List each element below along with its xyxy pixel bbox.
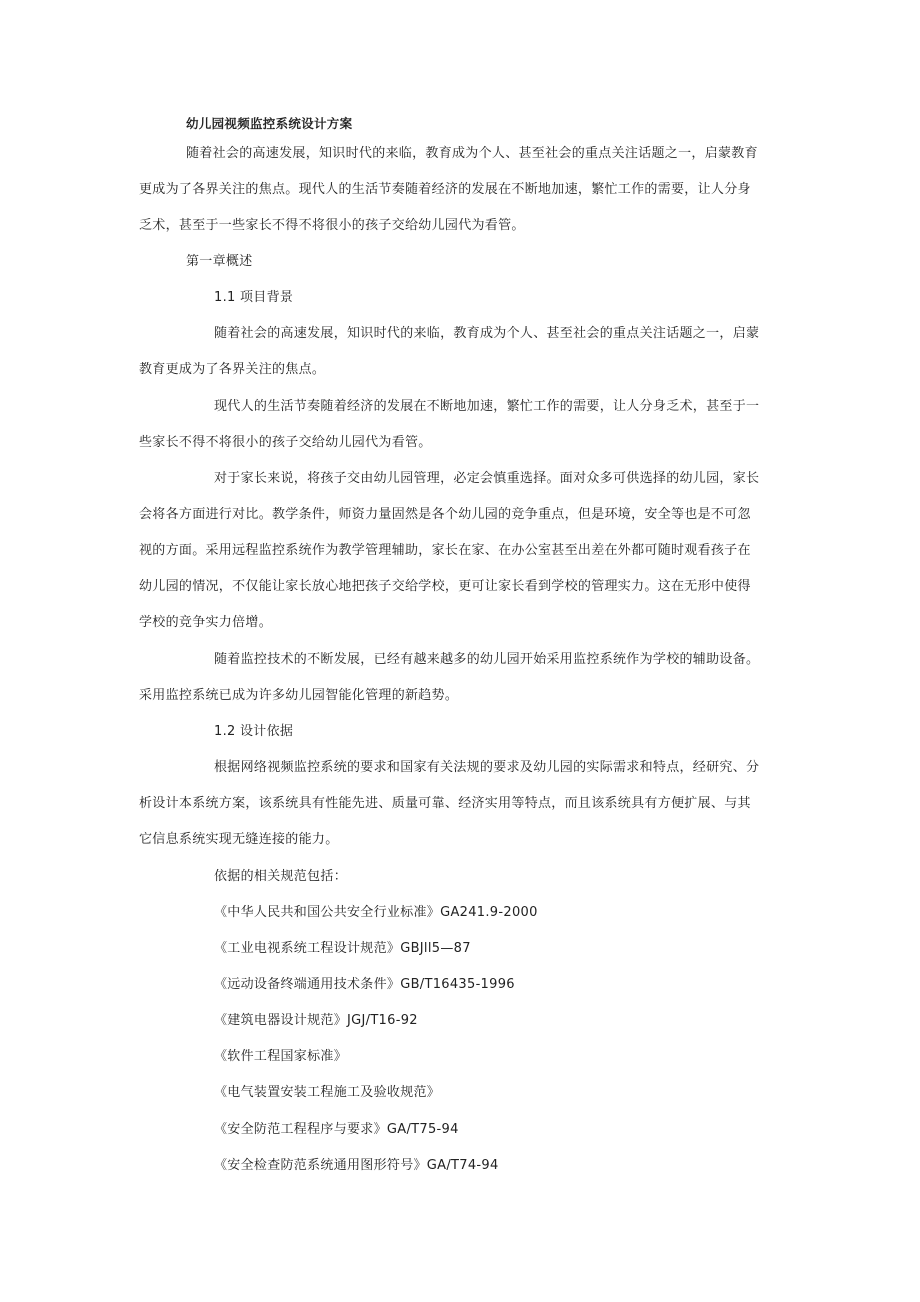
standard-item: 《电气装置安装工程施工及验收规范》 <box>214 1085 441 1100</box>
standard-item: 《软件工程国家标准》 <box>214 1049 348 1064</box>
standard-item: 《远动设备终端通用技术条件》GB/T16435-1996 <box>214 977 515 992</box>
background-p4-line-1: 随着监控技术的不断发展，已经有越来越多的幼儿园开始采用监控系统作为学校的辅助设备。 <box>214 652 760 667</box>
section-heading-1-1: 1.1 项目背景 <box>214 290 294 305</box>
background-p3-line-4: 幼儿园的情况，不仅能让家长放心地把孩子交给学校，更可让家长看到学校的管理实力。这在无形中使得 <box>139 579 751 594</box>
background-p3-line-2: 会将各方面进行对比。教学条件，师资力量固然是各个幼儿园的竞争重点，但是环境，安全等也是不可忽 <box>139 507 751 522</box>
intro-line-2: 更成为了各界关注的焦点。现代人的生活节奏随着经济的发展在不断地加速，繁忙工作的需要，让人分身 <box>139 182 751 197</box>
basis-p1-line-3: 它信息系统实现无缝连接的能力。 <box>139 832 339 847</box>
background-p3-line-1: 对于家长来说，将孩子交由幼儿园管理，必定会慎重选择。面对众多可供选择的幼儿园，家长 <box>214 471 760 486</box>
standard-item: 《工业电视系统工程设计规范》GBJll5—87 <box>214 941 471 956</box>
background-p3-line-3: 视的方面。采用远程监控系统作为教学管理辅助，家长在家、在办公室甚至出差在外都可随时观看孩子在 <box>139 543 751 558</box>
section-heading-1-2: 1.2 设计依据 <box>214 724 294 739</box>
standard-item: 《安全检查防范系统通用图形符号》GA/T74-94 <box>214 1158 499 1173</box>
standard-item: 《建筑电器设计规范》JGJ/T16-92 <box>214 1013 418 1028</box>
document-title: 幼儿园视频监控系统设计方案 <box>186 116 353 131</box>
intro-line-3: 乏术，甚至于一些家长不得不将很小的孩子交给幼儿园代为看管。 <box>139 218 525 233</box>
standard-item: 《安全防范工程程序与要求》GA/T75-94 <box>214 1122 459 1137</box>
standard-item: 《中华人民共和国公共安全行业标准》GA241.9-2000 <box>214 905 538 920</box>
background-p4-line-2: 采用监控系统已成为许多幼儿园智能化管理的新趋势。 <box>139 688 459 703</box>
intro-line-1: 随着社会的高速发展，知识时代的来临，教育成为个人、甚至社会的重点关注话题之一，启蒙教育 <box>186 146 758 161</box>
background-p1-line-2: 教育更成为了各界关注的焦点。 <box>139 362 326 377</box>
standards-intro: 依据的相关规范包括： <box>214 869 348 884</box>
background-p1-line-1: 随着社会的高速发展，知识时代的来临，教育成为个人、甚至社会的重点关注话题之一，启蒙 <box>214 326 760 341</box>
basis-p1-line-1: 根据网络视频监控系统的要求和国家有关法规的要求及幼儿园的实际需求和特点，经研究、分 <box>214 760 760 775</box>
background-p2-line-2: 些家长不得不将很小的孩子交给幼儿园代为看管。 <box>139 435 432 450</box>
background-p3-line-5: 学校的竞争实力倍增。 <box>139 615 273 630</box>
basis-p1-line-2: 析设计本系统方案，该系统具有性能先进、质量可靠、经济实用等特点，而且该系统具有方便扩展、与其 <box>139 796 751 811</box>
chapter-heading: 第一章概述 <box>186 254 253 269</box>
background-p2-line-1: 现代人的生活节奏随着经济的发展在不断地加速，繁忙工作的需要，让人分身乏术，甚至于一 <box>214 399 760 414</box>
